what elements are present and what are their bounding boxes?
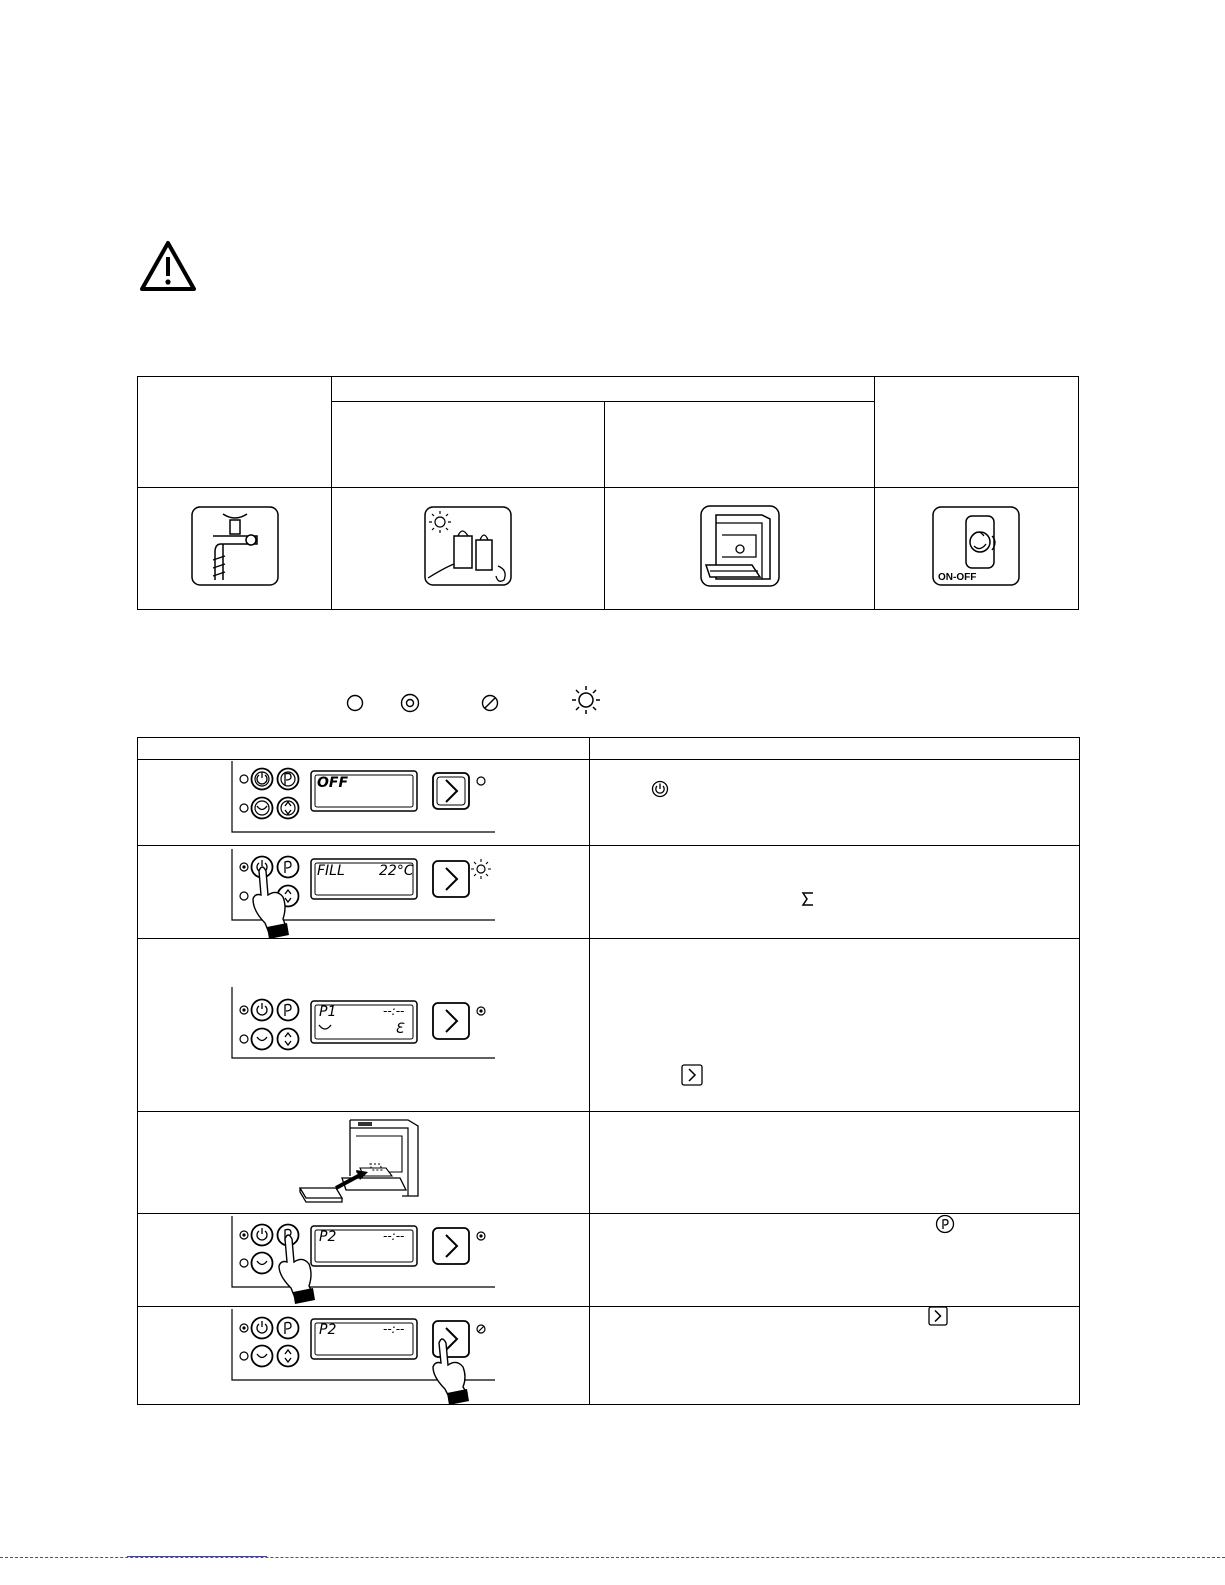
- prep-cell-switch: [874, 488, 1078, 610]
- steps-header-right: [590, 738, 1080, 760]
- step-row-5-text: [590, 1214, 1080, 1307]
- display-program: P1: [319, 1004, 337, 1020]
- display-text: OFF: [317, 775, 349, 791]
- prep-cell-door: [605, 488, 874, 610]
- warning-triangle-icon: [138, 238, 198, 294]
- footer-link-underline[interactable]: [127, 1556, 267, 1557]
- led-flashing-slow-icon: [481, 694, 499, 712]
- program-button-icon: [935, 1214, 955, 1234]
- prep-header-cell-3: [605, 402, 874, 488]
- control-panel-5: [231, 1216, 496, 1308]
- power-button-icon: [651, 780, 669, 798]
- prep-header-cell-4: [874, 377, 1078, 488]
- water-tap-icon: [191, 506, 279, 586]
- control-panel-6: [231, 1309, 496, 1405]
- step-row-1-text: [590, 760, 1080, 846]
- display-time: --:--: [383, 1004, 405, 1018]
- display-program: P2: [319, 1322, 337, 1338]
- led-off-icon: [346, 694, 364, 712]
- step-row-2-text: [590, 846, 1080, 939]
- led-flashing-icon: [570, 684, 602, 716]
- prep-header-cell-group: [332, 377, 875, 402]
- prep-cell-water: [138, 488, 332, 610]
- detergent-rinse-aid-icon: [424, 506, 512, 586]
- control-panel-1: [231, 761, 496, 833]
- control-panel-3: [231, 987, 496, 1059]
- display-temperature: 22°C: [379, 863, 414, 879]
- preparation-table: [137, 376, 1079, 610]
- on-off-label: ON-OFF: [938, 572, 977, 584]
- heating-symbol-icon: [799, 889, 815, 909]
- steps-header-left: [138, 738, 590, 760]
- dishwasher-rack-illustration: [296, 1114, 426, 1206]
- control-panel-2: [231, 849, 496, 939]
- display-time: --:--: [383, 1229, 405, 1243]
- start-button-icon-2: [928, 1306, 948, 1326]
- step-row-6-text: [590, 1307, 1080, 1405]
- display-text: FILL: [317, 863, 345, 879]
- prep-cell-detergent: [332, 488, 605, 610]
- display-time: --:--: [383, 1322, 405, 1336]
- prep-header-cell-1: [138, 377, 332, 488]
- led-on-icon: [400, 693, 420, 713]
- step-row-3-text: [590, 939, 1080, 1112]
- prep-header-cell-2: [332, 402, 605, 488]
- display-status-symbol: Ɛ: [395, 1021, 404, 1037]
- on-off-switch-icon: [932, 506, 1020, 586]
- start-button-icon: [681, 1064, 703, 1086]
- step-row-4-text: [590, 1112, 1080, 1214]
- display-program: P2: [319, 1229, 337, 1245]
- open-door-rack-icon: [700, 505, 780, 587]
- footer-separator: [0, 1557, 1225, 1558]
